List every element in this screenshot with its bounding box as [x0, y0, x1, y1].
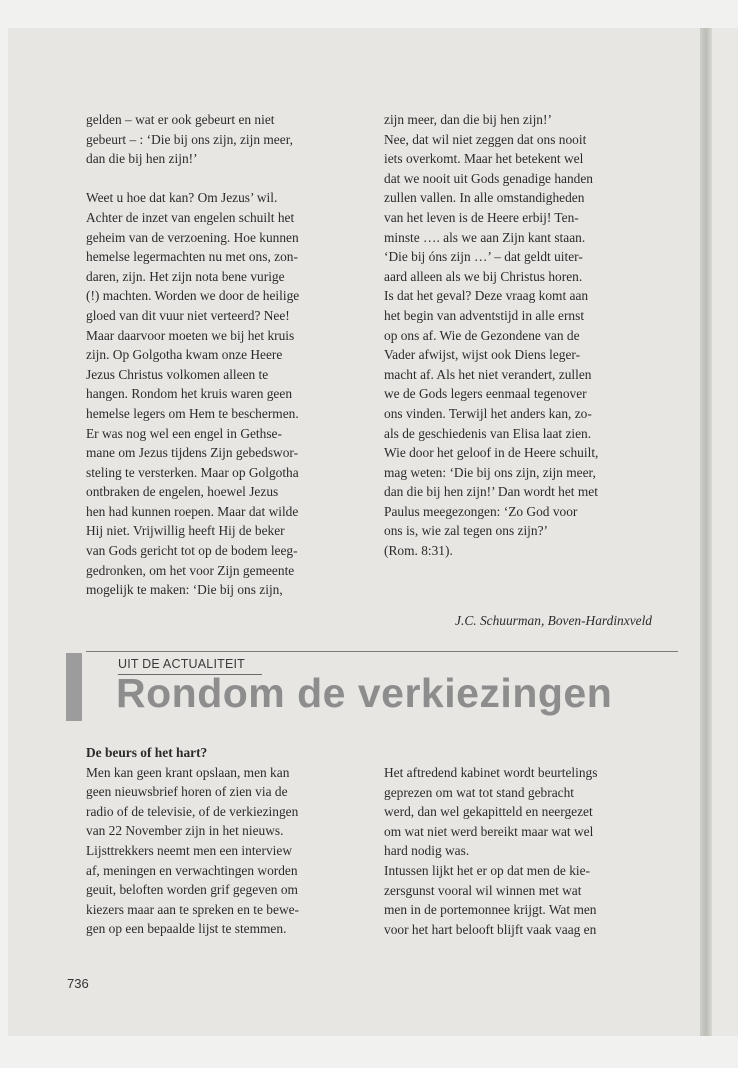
article-text-line: Men kan geen krant opslaan, men kan [86, 764, 290, 780]
text-line: ons is, wie zal tegen ons zijn?’ [384, 523, 548, 539]
text-line: hemelse legermachten nu met ons, zon- [86, 249, 298, 265]
article-text-line: Lijsttrekkers neemt men een interview [86, 842, 292, 858]
column-right-top [384, 110, 654, 561]
text-line: (!) machten. Worden we door de heilige [86, 288, 300, 304]
text-line: Wie door het geloof in de Heere schuilt, [384, 445, 599, 461]
text-line [86, 169, 358, 189]
text-line: Maar daarvoor moeten we bij het kruis [86, 327, 295, 343]
text-line: gebeurt – : ‘Die bij ons zijn, zijn meer, [86, 131, 293, 147]
text-line: mag weten: ‘Die bij ons zijn, zijn meer, [384, 464, 596, 480]
article-text-line: geen nieuwsbrief horen of zien via de [86, 784, 288, 800]
article-text-line: werd, dan wel gekapitteld en neergezet [384, 804, 593, 820]
text-line: als de geschiedenis van Elisa laat zien. [384, 425, 592, 441]
author-signature: J.C. Schuurman, Boven-Hardinxveld [455, 613, 652, 628]
article-text-line: kiezers maar aan te spreken en te bewe- [86, 901, 300, 917]
text-line: steling te versterken. Maar op Golgotha [86, 464, 299, 480]
text-line: geheim van de verzoening. Hoe kunnen [86, 229, 299, 245]
text-line: minste …. als we aan Zijn kant staan. [384, 229, 586, 245]
article-column-left [86, 743, 358, 939]
article-text-line: Intussen lijkt het er op dat men de kie- [384, 862, 591, 878]
text-line: van het leven is de Heere erbij! Ten- [384, 209, 579, 225]
text-line: Is dat het geval? Deze vraag komt aan [384, 288, 589, 304]
article-text-line: gen op een bepaalde lijst te stemmen. [86, 921, 287, 937]
section-kicker: UIT DE ACTUALITEIT [118, 657, 246, 671]
text-line: hangen. Rondom het kruis waren geen [86, 386, 293, 402]
article-text-line: geuit, beloften worden grif gegeven om [86, 882, 298, 898]
text-line: zijn. Op Golgotha kwam onze Heere [86, 347, 283, 363]
text-line: Nee, dat wil niet zeggen dat ons nooit [384, 131, 587, 147]
article-text-line: hard nodig was. [384, 843, 470, 859]
text-line: Jezus Christus volkomen alleen te [86, 366, 269, 382]
text-line: Weet u hoe dat kan? Om Jezus’ wil. [86, 190, 278, 206]
section-marker-bar [66, 653, 82, 721]
article-text-line: geprezen om wat tot stand gebracht [384, 784, 574, 800]
book-spine [700, 28, 712, 1036]
text-line: daren, zijn. Het zijn nota bene vurige [86, 268, 285, 284]
article-text-line: radio of de televisie, of de verkiezingen [86, 803, 299, 819]
text-line: (Rom. 8:31). [384, 543, 453, 559]
text-line: dat we nooit uit Gods genadige handen [384, 170, 593, 186]
text-line: mane om Jezus tijdens Zijn gebedswor- [86, 445, 299, 461]
article-text-line: men in de portemonnee krijgt. Wat men [384, 902, 597, 918]
text-line: dan die bij hen zijn!’ Dan wordt het met [384, 484, 598, 500]
text-line: mogelijk te maken: ‘Die bij ons zijn, [86, 582, 283, 598]
text-line: gelden – wat er ook gebeurt en niet [86, 112, 275, 127]
text-line: van Gods gericht tot op de bodem leeg- [86, 543, 298, 559]
text-line: ons vinden. Terwijl het anders kan, zo- [384, 405, 592, 421]
facing-page-edge [712, 28, 738, 1036]
text-line: Hij niet. Vrijwillig heeft Hij de beker [86, 523, 285, 539]
text-line: gloed van dit vuur niet verteerd? Nee! [86, 307, 290, 323]
article-text-line: voor het hart belooft blijft vaak vaag en [384, 921, 597, 937]
page-number: 736 [67, 976, 89, 991]
article-headline: Rondom de verkiezingen [116, 670, 613, 716]
text-line: Er was nog wel een engel in Gethse- [86, 425, 282, 441]
text-line: dan die bij hen zijn!’ [86, 151, 198, 167]
text-line: ‘Die bij óns zijn …’ – dat geldt uiter- [384, 249, 583, 265]
article-text-line: om wat niet werd bereikt maar wat wel [384, 823, 594, 839]
section-divider [86, 651, 678, 652]
article-subhead: De beurs of het hart? [86, 745, 208, 760]
text-line: zijn meer, dan die bij hen zijn!’ [384, 112, 552, 127]
text-line: hemelse legers om Hem te beschermen. [86, 405, 299, 421]
text-line: op ons af. Wie de Gezondene van de [384, 327, 580, 343]
column-left-top [86, 110, 358, 600]
text-line: Paulus meegezongen: ‘Zo God voor [384, 503, 578, 519]
text-line: het begin van adventstijd in alle ernst [384, 307, 585, 323]
article-column-right [384, 763, 654, 939]
article-text-line: van 22 November zijn in het nieuws. [86, 823, 284, 839]
text-line: macht af. Als het niet verandert, zullen [384, 366, 592, 382]
text-line: we de Gods legers eenmaal tegenover [384, 386, 587, 402]
text-line: iets overkomt. Maar het betekent wel [384, 151, 584, 167]
text-line: Vader afwijst, wijst ook Diens leger- [384, 347, 581, 363]
article-text-line: zersgunst vooral wil winnen met wat [384, 882, 582, 898]
text-line: zullen vallen. In alle omstandigheden [384, 190, 585, 206]
article-text-line: Het aftredend kabinet wordt beurtelings [384, 765, 598, 780]
text-line: aard alleen als we bij Christus horen. [384, 268, 583, 284]
article-text-line: af, meningen en verwachtingen worden [86, 862, 298, 878]
text-line: Achter de inzet van engelen schuilt het [86, 209, 295, 225]
text-line: ontbraken de engelen, hoewel Jezus [86, 484, 279, 500]
text-line: gedronken, om het voor Zijn gemeente [86, 562, 295, 578]
text-line: hen had kunnen roepen. Maar dat wilde [86, 503, 299, 519]
